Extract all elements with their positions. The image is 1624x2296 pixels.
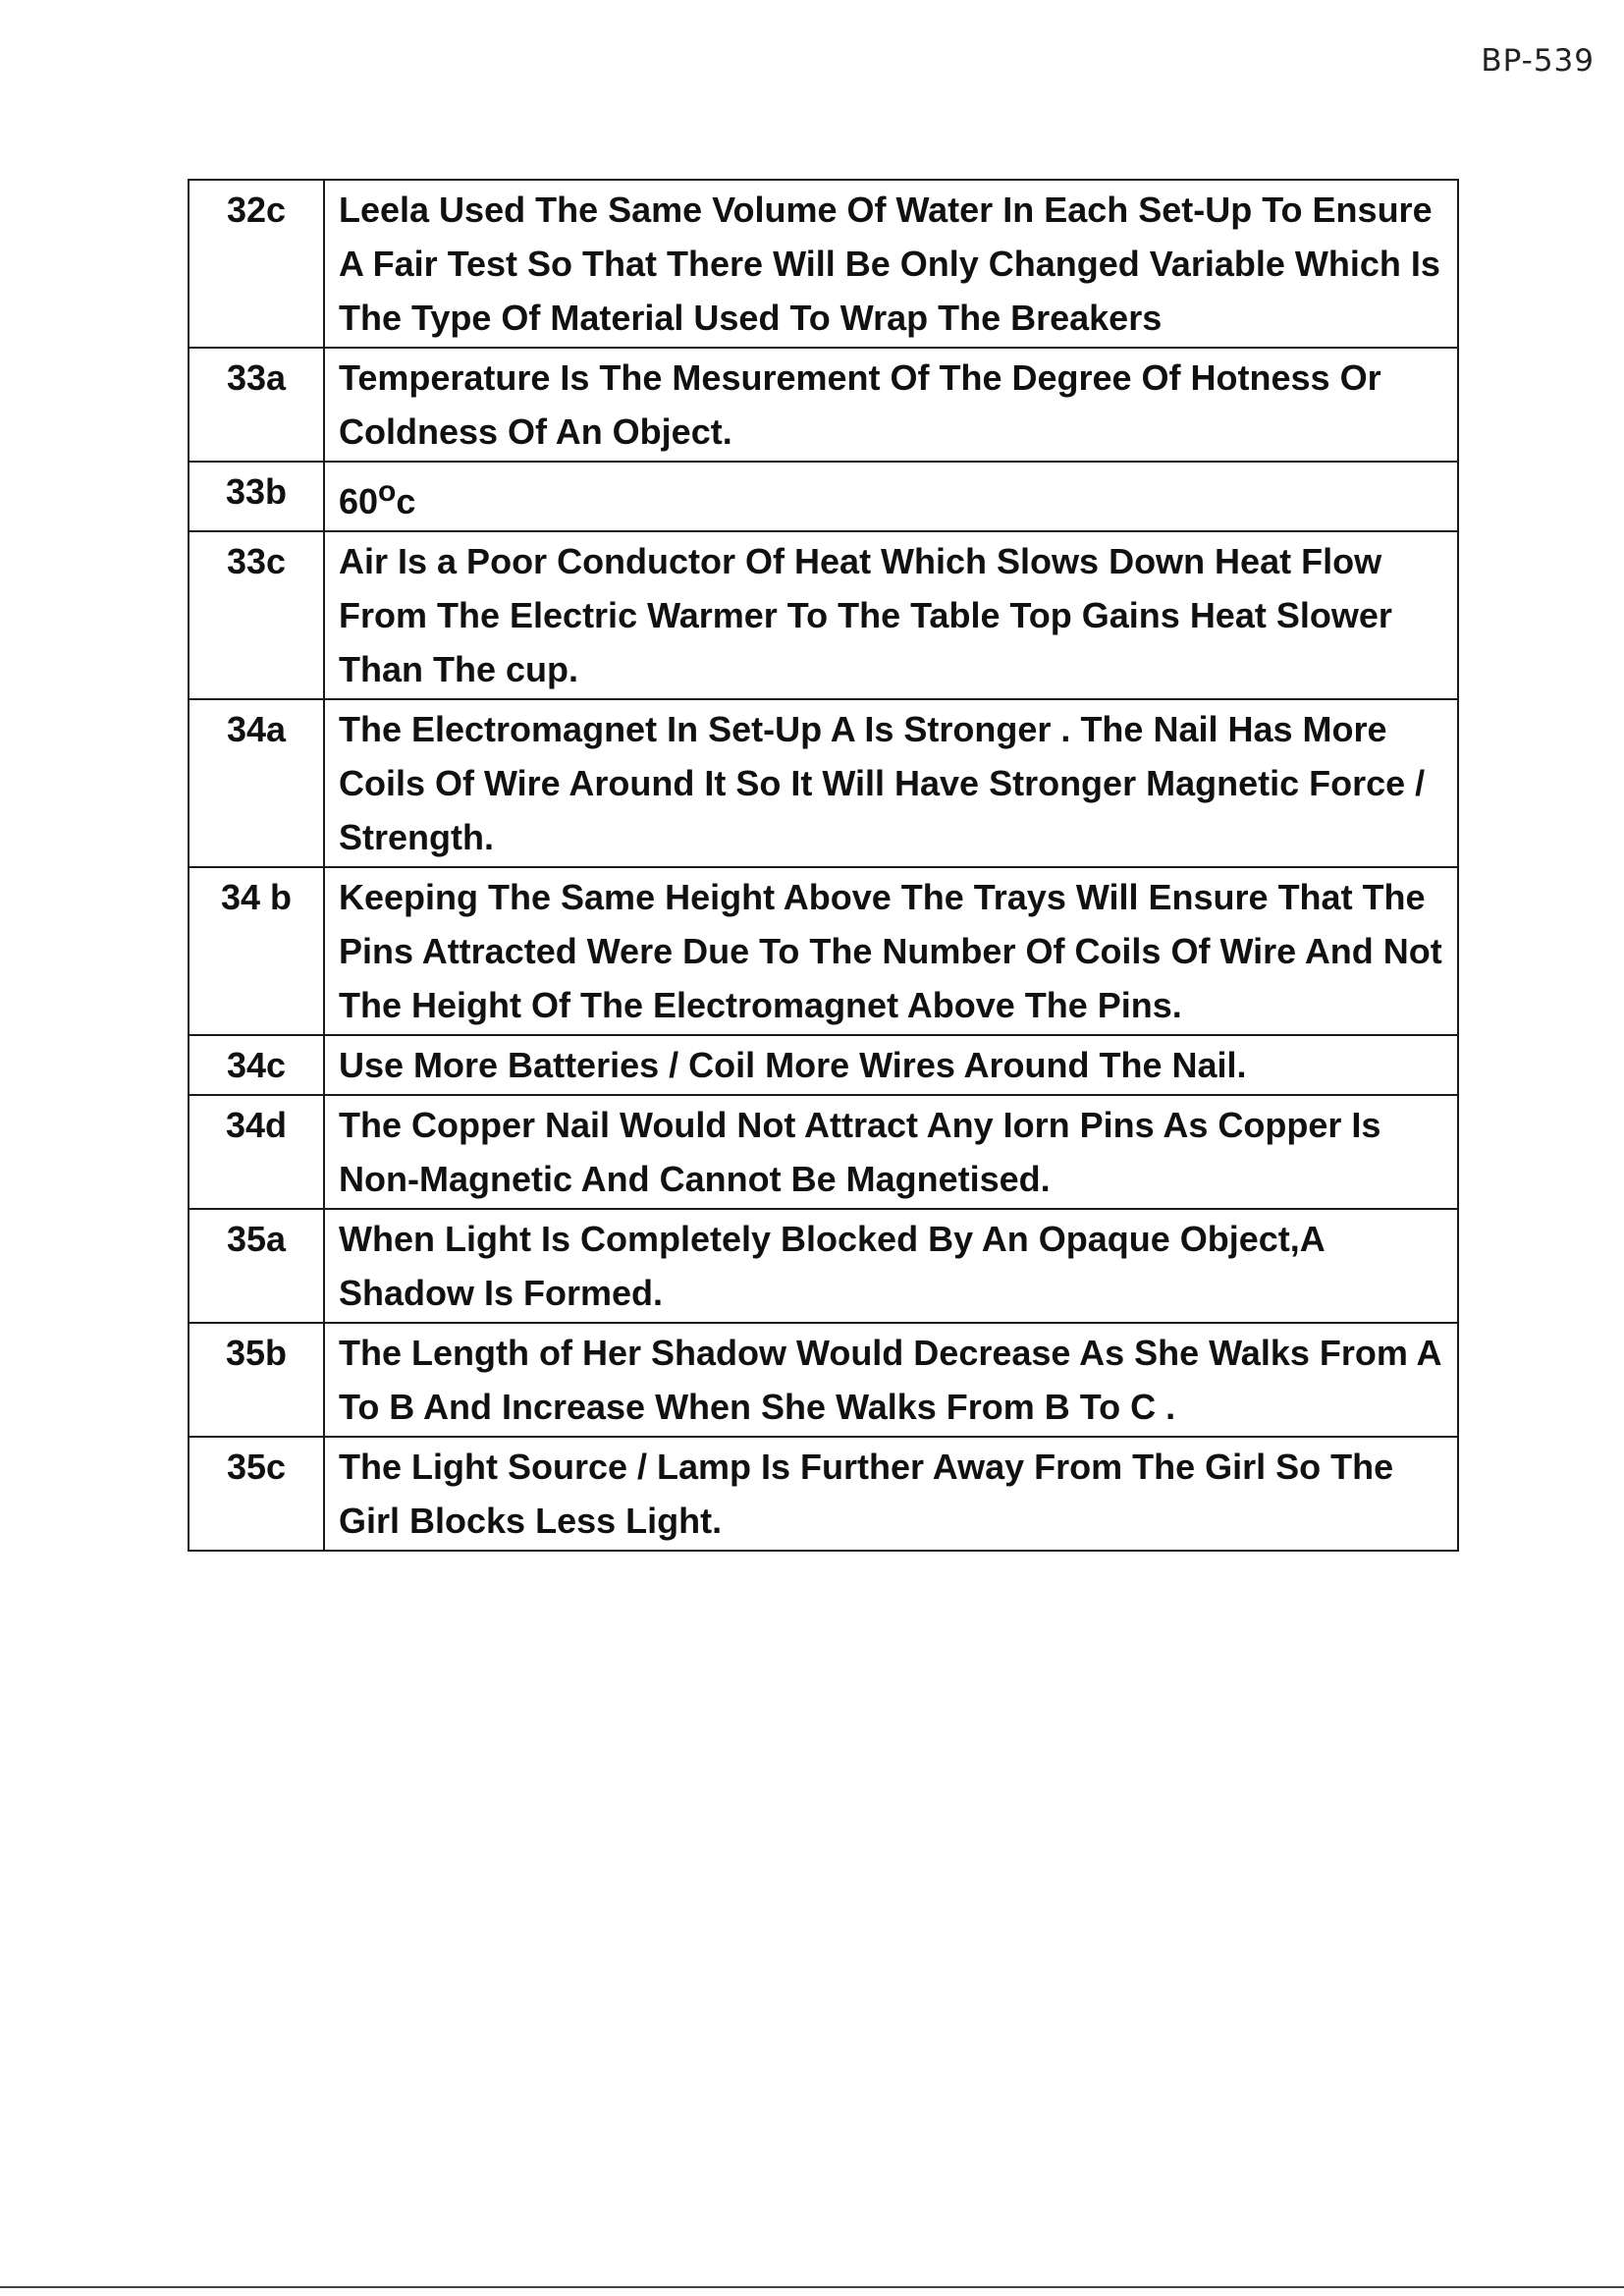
answer-text: The Copper Nail Would Not Attract Any Iorn Pins As Copper Is Non-Magnetic And Cannot Be Magnetised. <box>324 1095 1458 1209</box>
table-row <box>189 867 1458 1035</box>
question-number: 34 b <box>189 867 324 1035</box>
answer-value: 60 <box>339 481 379 521</box>
answer-text: Use More Batteries / Coil More Wires Around The Nail. <box>324 1035 1458 1095</box>
degree-superscript: o <box>378 475 397 508</box>
page-code: BP-539 <box>1481 43 1595 79</box>
question-number: 33a <box>189 348 324 462</box>
answer-text: Temperature Is The Mesurement Of The Degree Of Hotness Or Coldness Of An Object. <box>324 348 1458 462</box>
table-row <box>189 1035 1458 1095</box>
table-row <box>189 348 1458 462</box>
table-row <box>189 1209 1458 1323</box>
question-number: 33b <box>189 462 324 531</box>
answer-table <box>188 179 1459 1552</box>
question-number: 32c <box>189 180 324 348</box>
question-number: 35b <box>189 1323 324 1437</box>
question-number: 34a <box>189 699 324 867</box>
question-number: 34c <box>189 1035 324 1095</box>
question-number: 35a <box>189 1209 324 1323</box>
answer-text: Leela Used The Same Volume Of Water In Each Set-Up To Ensure A Fair Test So That There Will Be Only Changed Variable Which Is The Type Of Material Used To Wrap The Breakers <box>324 180 1458 348</box>
answer-unit: c <box>396 481 416 521</box>
table-row <box>189 1095 1458 1209</box>
answer-text: Air Is a Poor Conductor Of Heat Which Slows Down Heat Flow From The Electric Warmer To The Table Top Gains Heat Slower Than The cup. <box>324 531 1458 699</box>
table-row <box>189 462 1458 531</box>
answer-text: Keeping The Same Height Above The Trays Will Ensure That The Pins Attracted Were Due To The Number Of Coils Of Wire And Not The Height Of The Electromagnet Above The Pins. <box>324 867 1458 1035</box>
answer-text: When Light Is Completely Blocked By An Opaque Object,A Shadow Is Formed. <box>324 1209 1458 1323</box>
table-row <box>189 180 1458 348</box>
answer-text: The Length of Her Shadow Would Decrease As She Walks From A To B And Increase When She Walks From B To C . <box>324 1323 1458 1437</box>
table-row <box>189 1323 1458 1437</box>
question-number: 34d <box>189 1095 324 1209</box>
answer-text: The Electromagnet In Set-Up A Is Stronger . The Nail Has More Coils Of Wire Around It So It Will Have Stronger Magnetic Force / Strength. <box>324 699 1458 867</box>
question-number: 35c <box>189 1437 324 1551</box>
answer-cell <box>324 462 1458 531</box>
bottom-divider <box>0 2286 1624 2288</box>
question-number: 33c <box>189 531 324 699</box>
table-row <box>189 1437 1458 1551</box>
answer-text: The Light Source / Lamp Is Further Away From The Girl So The Girl Blocks Less Light. <box>324 1437 1458 1551</box>
table-row <box>189 531 1458 699</box>
table-row <box>189 699 1458 867</box>
